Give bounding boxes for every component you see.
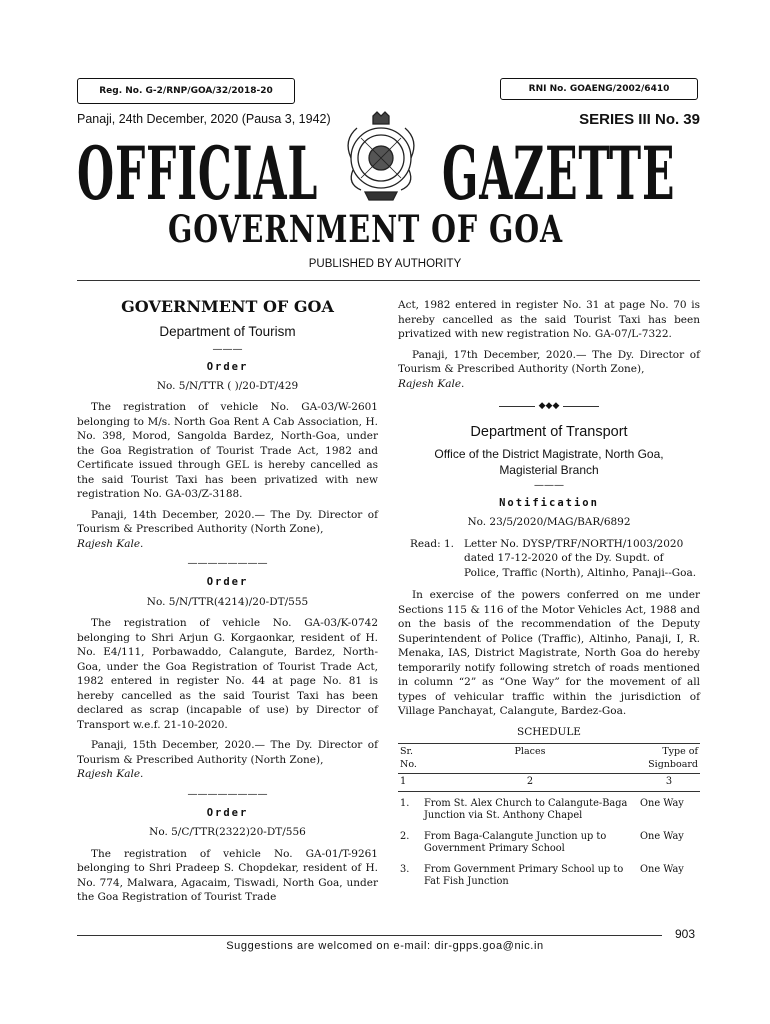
signatory-name: Rajesh Kale. bbox=[77, 537, 144, 550]
row-type: One Way bbox=[640, 797, 684, 809]
order-number: No. 5/N/TTR(4214)/20-DT/555 bbox=[146, 595, 309, 608]
order-heading: Order bbox=[206, 576, 249, 588]
order-body: The registration of vehicle No. GA-03/K-0742 belonging to Shri Arjun G. Korgaonkar, resident of H. No. E4/111, Porbawaddo, Calangute, Bardez, North-Goa, under the Goa Registration of Tourist Trade Act, 1982 entered in register No. 44 at page No. 81 is hereby cancelled as the said Tourist Taxi has been declared as scrap (incapable of use) by Director of Transport w.e.f. 21-10-2020. bbox=[77, 617, 378, 731]
order-signature: Panaji, 17th December, 2020.— The Dy. Director of Tourism & Prescribed Authority (North Zone), bbox=[398, 348, 700, 375]
registration-number: Reg. No. G-2/RNP/GOA/32/2018-20 bbox=[77, 78, 295, 104]
order-signature: Panaji, 15th December, 2020.— The Dy. Director of Tourism & Prescribed Authority (North Zone), bbox=[77, 739, 378, 766]
order-body: The registration of vehicle No. GA-01/T-9261 belonging to Shri Pradeep S. Chopdekar, resident of H. No. 774, Malwara, Agacaim, Tiswadi, North Goa, under the Goa Registration of Tourist Trade bbox=[77, 847, 378, 903]
order-number: No. 5/C/TTR(2322)20-DT/556 bbox=[149, 826, 306, 838]
office-branch: Magisterial Branch bbox=[499, 462, 599, 477]
notification-number: No. 23/5/2020/MAG/BAR/6892 bbox=[467, 516, 631, 528]
notification-body: In exercise of the powers conferred on me under Sections 115 & 116 of the Motor Vehicles Act, 1988 and on the basis of the recommendation of the Deputy Superintendent of Police (Traffic), Altinho, Panaji, I, R. Menaka, IAS, District Magistrate, North Goa do hereby temporarily notify following stretch of roads mentioned in column “2” as “One Way” for the movement of all types of vehicular traffic within the jurisdiction of Village Panchayat, Calangute, Bardez-Goa. bbox=[398, 589, 700, 717]
row-type: One Way bbox=[640, 830, 684, 842]
table-row bbox=[398, 858, 700, 891]
page-number: 903 bbox=[675, 927, 696, 941]
section-title: GOVERNMENT OF GOA bbox=[121, 297, 334, 316]
suggestions-email: Suggestions are welcomed on e-mail: dir-gpps.goa@nic.in bbox=[226, 940, 544, 952]
published-by-authority: PUBLISHED BY AUTHORITY bbox=[308, 258, 462, 270]
separator: ———————— bbox=[187, 788, 268, 800]
table-row bbox=[398, 791, 700, 825]
masthead-gazette: GAZETTE bbox=[442, 132, 676, 218]
row-place: From St. Alex Church to Calangute-Baga Junction via St. Anthony Chapel bbox=[424, 797, 628, 821]
order-heading: Order bbox=[206, 361, 249, 373]
masthead-official: OFFICIAL bbox=[77, 132, 319, 218]
series-number: SERIES III No. 39 bbox=[579, 111, 700, 128]
row-place: From Baga-Calangute Junction up to Government Primary School bbox=[424, 830, 607, 854]
left-column bbox=[77, 296, 378, 905]
row-sr: 2. bbox=[400, 830, 410, 842]
right-column bbox=[398, 298, 700, 891]
signatory-name: Rajesh Kale. bbox=[77, 768, 144, 780]
schedule-table bbox=[398, 743, 700, 891]
separator: ——— bbox=[212, 344, 243, 355]
office-name: Office of the District Magistrate, North Goa, bbox=[434, 446, 664, 461]
col-header-places: Places bbox=[514, 746, 546, 757]
order-heading: Order bbox=[206, 806, 249, 819]
order-signature: Panaji, 14th December, 2020.— The Dy. Director of Tourism & Prescribed Authority (North Zone), bbox=[77, 508, 378, 535]
footer-rule bbox=[77, 935, 662, 936]
column-number-row bbox=[398, 774, 700, 792]
masthead-government: GOVERNMENT OF GOA bbox=[168, 208, 564, 252]
col-number: 2 bbox=[526, 776, 534, 787]
header-rule bbox=[77, 280, 700, 281]
col-header-sr: Sr. No. bbox=[400, 746, 417, 770]
goa-emblem-icon bbox=[337, 110, 425, 206]
row-type: One Way bbox=[640, 863, 684, 875]
department-transport: Department of Transport bbox=[470, 423, 628, 440]
read-label: Read: 1. bbox=[410, 537, 454, 550]
col-number: 3 bbox=[665, 776, 673, 787]
read-reference bbox=[398, 537, 700, 581]
col-header-type: Type of Signboard bbox=[648, 746, 698, 770]
signatory-name: Rajesh Kale. bbox=[398, 377, 465, 390]
diamond-ornament-icon: ◆◆◆ bbox=[538, 401, 560, 411]
rni-number: RNI No. GOAENG/2002/6410 bbox=[500, 78, 698, 100]
row-place: From Government Primary School up to Fat Fish Junction bbox=[424, 863, 624, 887]
issue-date: Panaji, 24th December, 2020 (Pausa 3, 1942) bbox=[77, 112, 331, 126]
table-header-row bbox=[398, 744, 700, 774]
separator: ———————— bbox=[187, 558, 268, 569]
col-number: 1 bbox=[400, 776, 407, 787]
schedule-title: SCHEDULE bbox=[517, 725, 581, 738]
separator: ——— bbox=[534, 479, 564, 491]
continued-text: Act, 1982 entered in register No. 31 at page No. 70 is hereby cancelled as the said Tourist Taxi has been privatized with new registration No. GA-07/L-7322. bbox=[398, 299, 700, 340]
order-number: No. 5/N/TTR ( )/20-DT/429 bbox=[156, 379, 299, 392]
row-sr: 3. bbox=[400, 863, 410, 875]
read-text: Letter No. DYSP/TRF/NORTH/1003/2020 dated 17-12-2020 of the Dy. Supdt. of Police, Traffic (North), Altinho, Panaji--Goa. bbox=[464, 537, 697, 579]
department-tourism: Department of Tourism bbox=[159, 324, 296, 339]
notification-heading: Notification bbox=[499, 496, 599, 509]
table-row bbox=[398, 825, 700, 858]
row-sr: 1. bbox=[400, 797, 410, 809]
order-body: The registration of vehicle No. GA-03/W-2601 belonging to M/s. North Goa Rent A Cab Association, H. No. 398, Morod, Sangolda Bardez, North-Goa, under the Goa Registration of Tourist Trade Act, 1982 and Certificate issued through GEL is hereby cancelled as the said Tourist Taxi has been privatized with new registration No. GA-03/Z-3188. bbox=[77, 401, 378, 500]
section-divider bbox=[398, 399, 700, 414]
